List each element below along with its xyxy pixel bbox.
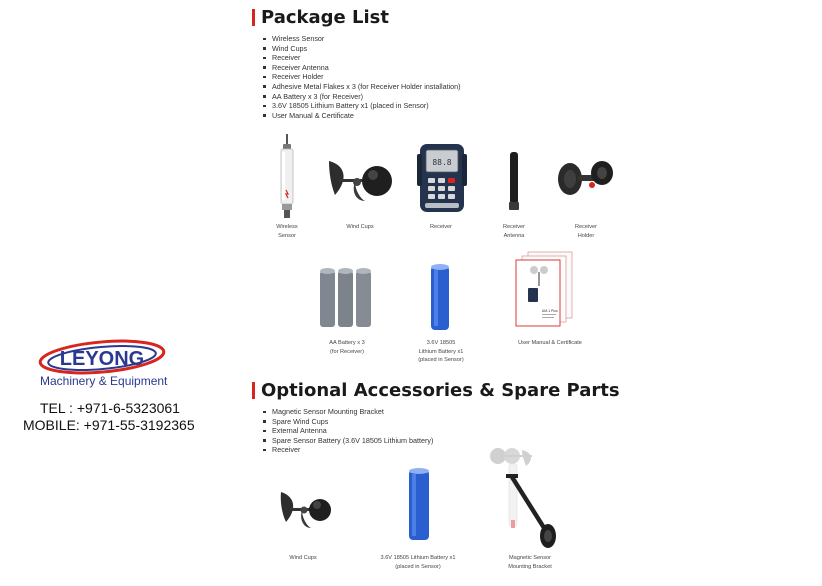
package-list-heading [252, 7, 389, 28]
contact-mobile: MOBILE: +971-55-3192365 [23, 417, 195, 433]
brand-tagline: Machinery & Equipment [40, 374, 168, 388]
caption-wind-cups: Wind Cups [346, 224, 374, 230]
list-item: Adhesive Metal Flakes x 3 (for Receiver Holder installation) [262, 82, 461, 92]
receiver-screen-readout: 88.8 [432, 158, 452, 167]
caption-aa-battery: AA Battery x 3 (for Receiver) [329, 340, 365, 355]
list-item: 3.6V 18505 Lithium Battery x1 (placed in Sensor) [262, 101, 461, 111]
optional-accessories-heading [252, 380, 620, 401]
caption-magnetic-bracket: Magnetic Sensor Mounting Bracket [508, 555, 552, 570]
wind-cups-image [325, 155, 395, 207]
list-item: Wireless Sensor [262, 34, 461, 44]
leyong-logo [38, 338, 170, 376]
spare-wind-cups-image [278, 488, 332, 534]
caption-receiver-antenna: Receiver Antenna [502, 224, 526, 239]
optional-accessories-list [262, 407, 433, 455]
list-item: Receiver Antenna [262, 63, 461, 73]
list-item: User Manual & Certificate [262, 111, 461, 121]
contact-tel: TEL : +971-6-5323061 [40, 400, 180, 416]
caption-spare-battery: 3.6V 18505 Lithium Battery x1 (placed in Sensor) [380, 555, 456, 570]
list-item: Receiver [262, 445, 433, 455]
manual-cover-title: AM-1 Plus [542, 309, 558, 313]
receiver-holder-image [556, 155, 616, 201]
receiver-image [417, 140, 467, 214]
optional-accessories-title: Optional Accessories & Spare Parts [261, 380, 620, 401]
list-item: Magnetic Sensor Mounting Bracket [262, 407, 433, 417]
list-item: Receiver Holder [262, 72, 461, 82]
heading-accent-bar [252, 9, 255, 26]
list-item: External Antenna [262, 426, 433, 436]
package-list-title: Package List [261, 7, 389, 28]
aa-batteries-image [318, 265, 376, 329]
magnetic-bracket-image [488, 444, 564, 554]
user-manual-image [514, 250, 576, 330]
package-list [262, 34, 461, 120]
wireless-sensor-image [276, 134, 298, 220]
receiver-antenna-image [506, 150, 522, 212]
caption-spare-wind-cups: Wind Cups [289, 555, 317, 561]
caption-wireless-sensor: Wireless Sensor [276, 224, 298, 239]
caption-receiver: Receiver [429, 224, 453, 230]
heading-accent-bar [252, 382, 255, 399]
list-item: Wind Cups [262, 44, 461, 54]
list-item: AA Battery x 3 (for Receiver) [262, 92, 461, 102]
list-item: Spare Wind Cups [262, 417, 433, 427]
spare-battery-image [406, 466, 432, 542]
brand-name: LEYONG [59, 348, 145, 370]
lithium-battery-image [428, 262, 452, 332]
list-item: Spare Sensor Battery (3.6V 18505 Lithium battery) [262, 436, 433, 446]
caption-lithium-battery: 3.6V 18505 Lithium Battery x1 (placed in Sensor) [418, 340, 464, 364]
list-item: Receiver [262, 53, 461, 63]
caption-user-manual: User Manual & Certificate [518, 340, 582, 346]
caption-receiver-holder: Receiver Holder [574, 224, 598, 239]
